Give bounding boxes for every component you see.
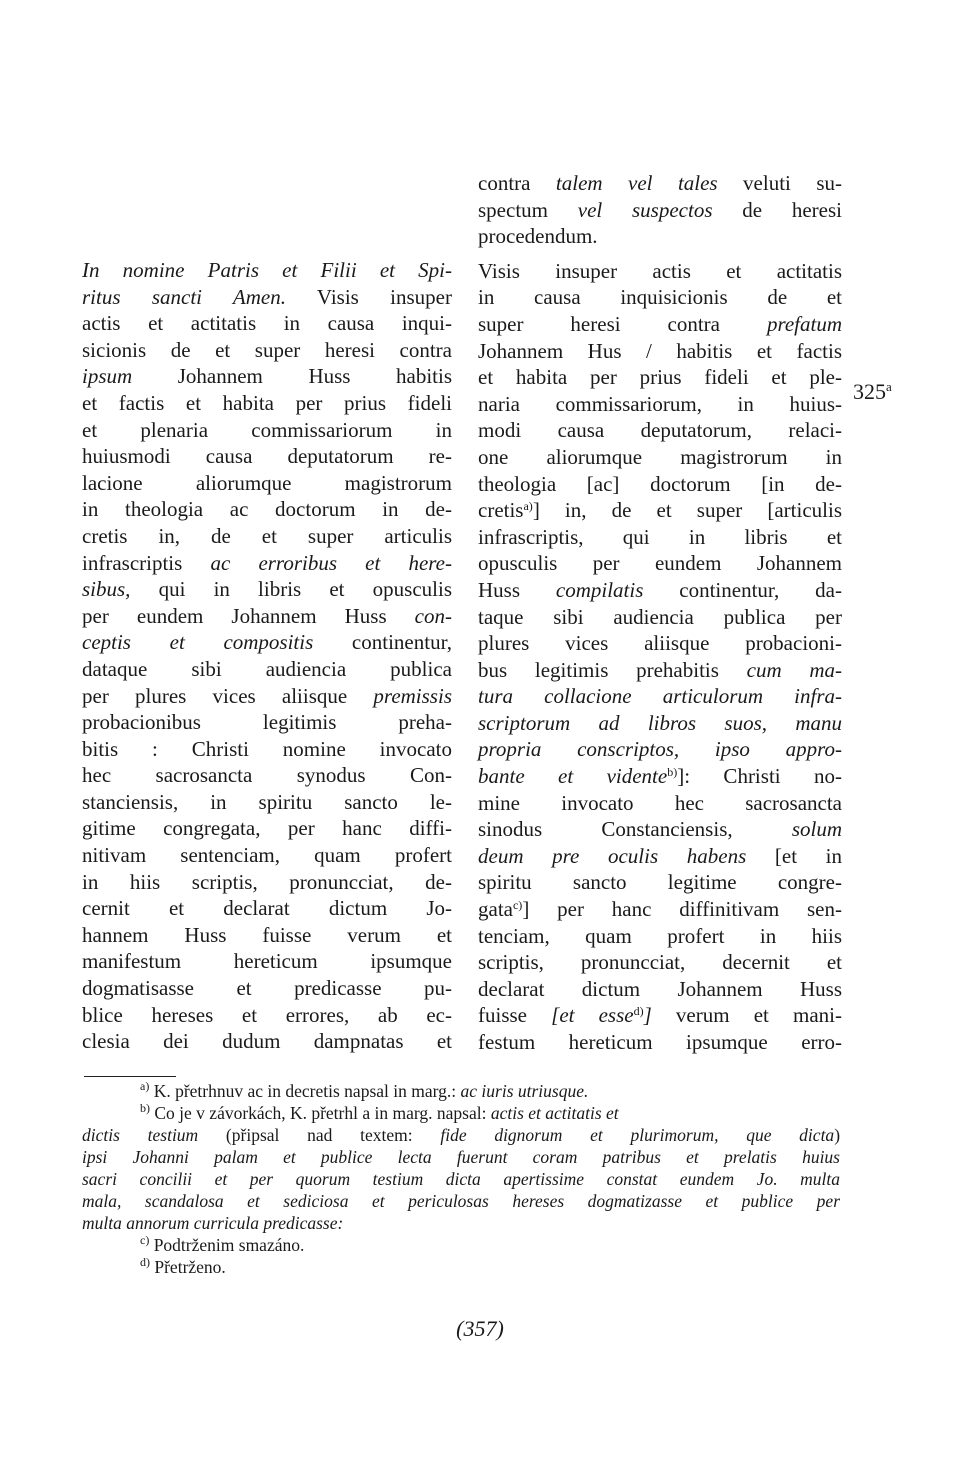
page-number: (357) bbox=[456, 1316, 504, 1341]
footnote-b: $^{b)}$ Co je v závorkách, K. přetrhl a in marg. napsal: actis et actitatis et bbox=[140, 1101, 619, 1123]
text-line: fuisse [et esse$^{d)}$] verum et mani- bbox=[478, 1003, 842, 1028]
footnote-marker: b) bbox=[667, 765, 678, 780]
text-line: ritus sancti Amen. Visis insuper bbox=[82, 284, 452, 309]
text-line: ipsum Johannem Huss habitis bbox=[82, 364, 452, 389]
text-line: theologia [ac] doctorum [in de- bbox=[478, 471, 842, 496]
text-line: mine invocato hec sacrosancta bbox=[478, 790, 842, 815]
text-line: tura collacione articulorum infra- bbox=[478, 684, 842, 709]
text-line: infrascriptis ac erroribus et here- bbox=[82, 550, 452, 575]
text-line: bante et vidente$^{b)}$]: Christi no- bbox=[478, 764, 842, 789]
footnote-divider bbox=[84, 1076, 176, 1077]
text-line: bitis : Christi nomine invocato bbox=[82, 736, 452, 761]
text-line: et habita per prius fideli et ple- bbox=[478, 365, 842, 390]
text-line: probacionibus legitimis preha- bbox=[82, 710, 452, 735]
text-line: spectum vel suspectos de heresi bbox=[478, 197, 842, 222]
left-column bbox=[82, 257, 452, 1055]
text-line: gitime congregata, per hanc diffi- bbox=[82, 816, 452, 841]
text-line: cernit et declarat dictum Jo- bbox=[82, 896, 452, 921]
text-line: propria conscriptos, ipso appro- bbox=[478, 737, 842, 762]
footnote-b-line: mala, scandalosa et sediciosa et periculosas hereses dogmatizasse et publice per bbox=[82, 1191, 840, 1211]
text-line: blice hereses et errores, ab ec- bbox=[82, 1002, 452, 1027]
text-line: Huss compilatis continentur, da- bbox=[478, 577, 842, 602]
text-line: cretis$^{a)}$] in, de et super [articulis bbox=[478, 498, 842, 523]
text-line: sicionis de et super heresi contra bbox=[82, 337, 452, 362]
text-line: huiusmodi causa deputatorum re- bbox=[82, 444, 452, 469]
text-line: hec sacrosancta synodus Con- bbox=[82, 763, 452, 788]
footnote-b-line: ipsi Johanni palam et publice lecta fuerunt coram patribus et prelatis huius bbox=[82, 1147, 840, 1167]
footnote-marker: d) bbox=[633, 1004, 644, 1019]
footnote-b-line: sacri concilii et per quorum testium dicta apertissime constat eundem Jo. multa bbox=[82, 1169, 840, 1189]
text-line: per eundem Johannem Huss con- bbox=[82, 603, 452, 628]
text-line: et factis et habita per prius fideli bbox=[82, 390, 452, 415]
text-line: et plenaria commissariorum in bbox=[82, 417, 452, 442]
text-line: scriptis, pronuncciat, decernit et bbox=[478, 950, 842, 975]
text-line: one aliorumque magistrorum in bbox=[478, 444, 842, 469]
footnote-c: $^{c)}$ Podtrženim smazáno. bbox=[140, 1233, 305, 1255]
footnote-b-line: dictis testium (připsal nad textem: fide dignorum et plurimorum, que dicta) bbox=[82, 1125, 841, 1145]
text-line: tenciam, quam profert in hiis bbox=[478, 923, 842, 948]
text-line: in theologia ac doctorum in de- bbox=[82, 497, 452, 522]
footnote-d: $^{d)}$ Přetrženo. bbox=[140, 1255, 226, 1277]
text-line: contra talem vel tales veluti su- bbox=[478, 171, 842, 195]
text-line: dataque sibi audiencia publica bbox=[82, 656, 452, 681]
text-line: infrascriptis, qui in libris et bbox=[478, 524, 842, 549]
text-line: super heresi contra prefatum bbox=[478, 311, 842, 336]
text-line: opusculis per eundem Johannem bbox=[478, 551, 842, 576]
footnote-b-line: multa annorum curricula predicasse: bbox=[82, 1213, 344, 1233]
text-line: actis et actitatis in causa inqui- bbox=[82, 311, 452, 336]
text-line: spiritu sancto legitime congre- bbox=[478, 870, 842, 895]
text-line: dogmatisasse et predicasse pu- bbox=[82, 976, 452, 1001]
text-line: manifestum hereticum ipsumque bbox=[82, 949, 452, 974]
text-line: lacione aliorumque magistrorum bbox=[82, 470, 452, 495]
footnotes bbox=[82, 1080, 840, 1278]
text-line: nitivam sentenciam, quam profert bbox=[82, 843, 452, 868]
text-line: taque sibi audiencia publica per bbox=[478, 604, 842, 629]
text-line: festum hereticum ipsumque erro- bbox=[478, 1030, 842, 1054]
text-line: scriptorum ad libros suos, manu bbox=[478, 710, 842, 735]
text-line: hannem Huss fuisse verum et bbox=[82, 922, 452, 947]
text-line: deum pre oculis habens [et in bbox=[478, 843, 842, 868]
text-line: gata$^{c)}$] per hanc diffinitivam sen- bbox=[478, 897, 842, 922]
text-line: in causa inquisicionis de et bbox=[478, 285, 842, 310]
text-line: stanciensis, in spiritu sancto le- bbox=[82, 789, 452, 814]
text-line: clesia dei dudum dampnatas et bbox=[82, 1029, 452, 1054]
text-line: modi causa deputatorum, relaci- bbox=[478, 418, 842, 443]
text-line: cretis in, de et super articulis bbox=[82, 523, 452, 548]
right-column bbox=[478, 170, 842, 1056]
text-line: sinodus Constanciensis, solum bbox=[478, 817, 842, 842]
footnote-marker: a) bbox=[523, 499, 533, 514]
margin-page-reference: 325$^a$ bbox=[853, 379, 892, 404]
footnote-a: $^{a)}$ K. přetrhnuv ac in decretis napsal in marg.: ac iuris utriusque. bbox=[140, 1079, 589, 1101]
text-line: plures vices aliisque probacioni- bbox=[478, 631, 842, 656]
text-line: naria commissariorum, in huius- bbox=[478, 391, 842, 416]
text-line: procedendum. bbox=[478, 224, 598, 249]
text-line: Visis insuper actis et actitatis bbox=[478, 258, 842, 283]
footnote-marker: c) bbox=[512, 898, 523, 913]
text-line: in hiis scriptis, pronuncciat, de- bbox=[82, 869, 452, 894]
text-line: ceptis et compositis continentur, bbox=[82, 630, 452, 655]
text-line: per plures vices aliisque premissis bbox=[82, 683, 452, 708]
text-line: Johannem Hus / habitis et factis bbox=[478, 338, 842, 363]
text-line: bus legitimis prehabitis cum ma- bbox=[478, 657, 843, 682]
text-line: In nomine Patris et Filii et Spi- bbox=[82, 258, 452, 282]
text-line: declarat dictum Johannem Huss bbox=[478, 976, 842, 1001]
text-line: sibus, qui in libris et opusculis bbox=[82, 577, 452, 602]
